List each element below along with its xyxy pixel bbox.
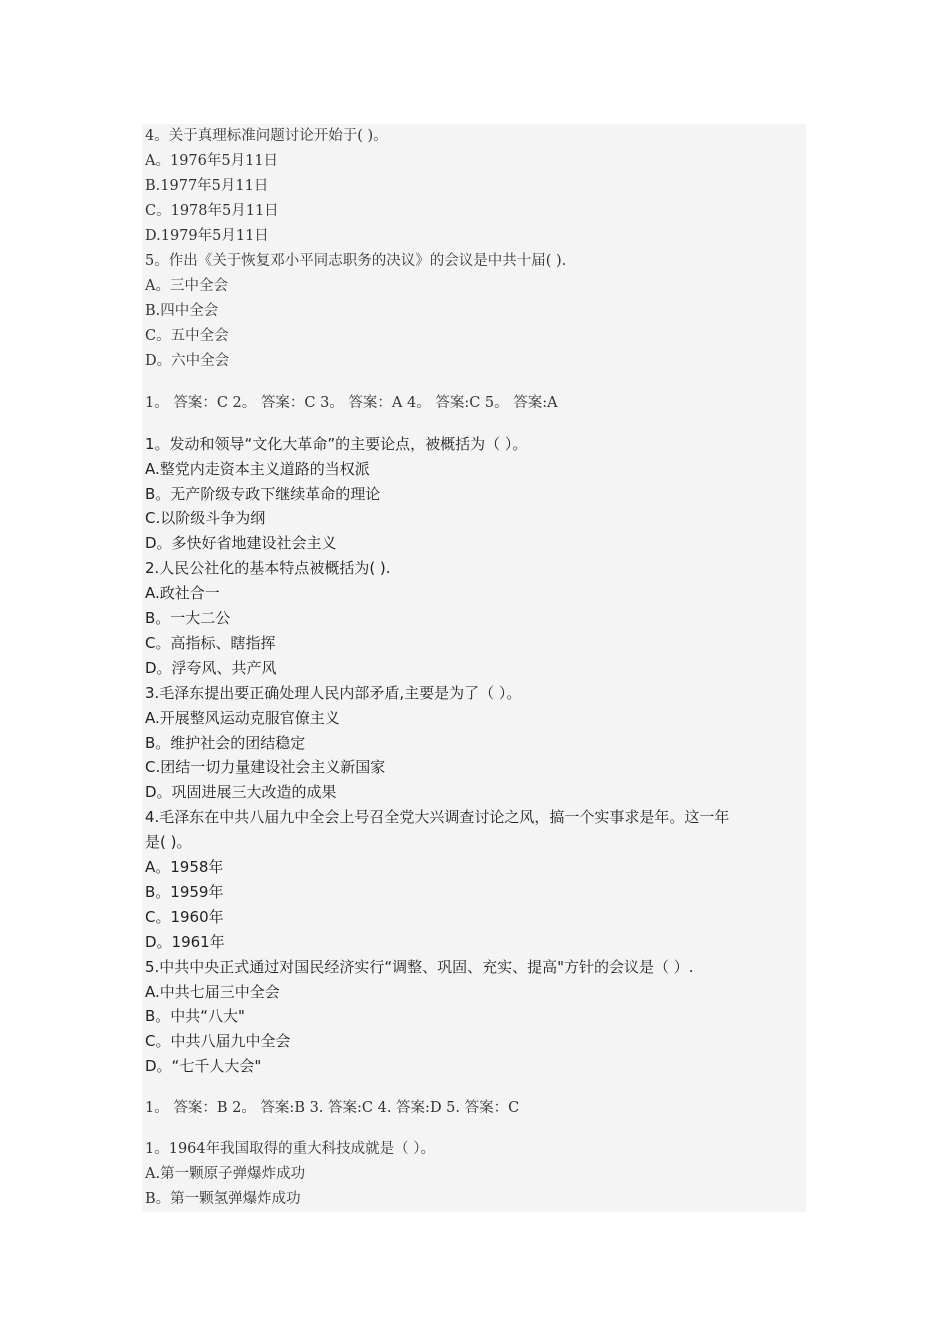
question-5: 5.中共中央正式通过对国民经济实行“调整、巩固、充实、提高"方针的会议是（ ）. bbox=[145, 958, 694, 976]
option-a: A.整党内走资本主义道路的当权派 bbox=[145, 460, 370, 478]
question-1: 1。发动和领导“文化大革命”的主要论点，被概括为（ ）。 bbox=[145, 435, 528, 453]
answer-key: 1。 答案：C 2。 答案：C 3。 答案：A 4。 答案:C 5。 答案:A bbox=[145, 395, 558, 411]
option-b: B。一大二公 bbox=[145, 609, 231, 627]
option-c: C.以阶级斗争为纲 bbox=[145, 509, 266, 527]
option-b: B.四中全会 bbox=[145, 303, 219, 319]
option-a: A.政社合一 bbox=[145, 584, 220, 602]
option-d: D。1961年 bbox=[145, 933, 225, 951]
option-a: A.开展整风运动克服官僚主义 bbox=[145, 709, 340, 727]
option-a: A。1958年 bbox=[145, 858, 224, 876]
question-2: 2.人民公社化的基本特点被概括为( ). bbox=[145, 559, 391, 577]
question-3: 3.毛泽东提出要正确处理人民内部矛盾,主要是为了（ ）。 bbox=[145, 684, 522, 702]
option-c: C。1960年 bbox=[145, 908, 224, 926]
option-b: B。中共“八大" bbox=[145, 1007, 245, 1025]
option-d: D。巩固进展三大改造的成果 bbox=[145, 783, 337, 801]
option-a: A.中共七届三中全会 bbox=[145, 983, 280, 1001]
option-a: A.第一颗原子弹爆炸成功 bbox=[145, 1166, 306, 1182]
question-4: 4。关于真理标准问题讨论开始于( )。 bbox=[145, 128, 388, 144]
option-d: D。浮夸风、共产风 bbox=[145, 659, 277, 677]
option-c: C.团结一切力量建设社会主义新国家 bbox=[145, 758, 386, 776]
option-a: A。三中全会 bbox=[145, 278, 228, 294]
option-d: D。多快好省地建设社会主义 bbox=[145, 534, 337, 552]
option-c: C。五中全会 bbox=[145, 328, 229, 344]
option-c: C。中共八届九中全会 bbox=[145, 1032, 291, 1050]
option-d: D。“七千人大会" bbox=[145, 1057, 262, 1075]
question-4-continued: 是( )。 bbox=[145, 833, 192, 851]
option-c: C。高指标、瞎指挥 bbox=[145, 634, 276, 652]
option-b: B。维护社会的团结稳定 bbox=[145, 734, 306, 752]
option-b: B.1977年5月11日 bbox=[145, 178, 269, 194]
option-b: B。第一颗氢弹爆炸成功 bbox=[145, 1191, 301, 1207]
question-5: 5。作出《关于恢复邓小平同志职务的决议》的会议是中共十届( ). bbox=[145, 253, 567, 269]
option-b: B。1959年 bbox=[145, 883, 224, 901]
option-a: A。1976年5月11日 bbox=[145, 153, 279, 169]
option-b: B。无产阶级专政下继续革命的理论 bbox=[145, 485, 381, 503]
question-1: 1。1964年我国取得的重大科技成就是（ ）。 bbox=[145, 1141, 435, 1157]
option-c: C。1978年5月11日 bbox=[145, 203, 279, 219]
question-4: 4.毛泽东在中共八届九中全会上号召全党大兴调查讨论之风，搞一个实事求是年。这一年 bbox=[145, 808, 730, 826]
option-d: D。六中全会 bbox=[145, 353, 230, 369]
answer-key: 1。 答案：B 2。 答案:B 3. 答案:C 4. 答案:D 5. 答案：C bbox=[145, 1100, 520, 1116]
option-d: D.1979年5月11日 bbox=[145, 228, 269, 244]
